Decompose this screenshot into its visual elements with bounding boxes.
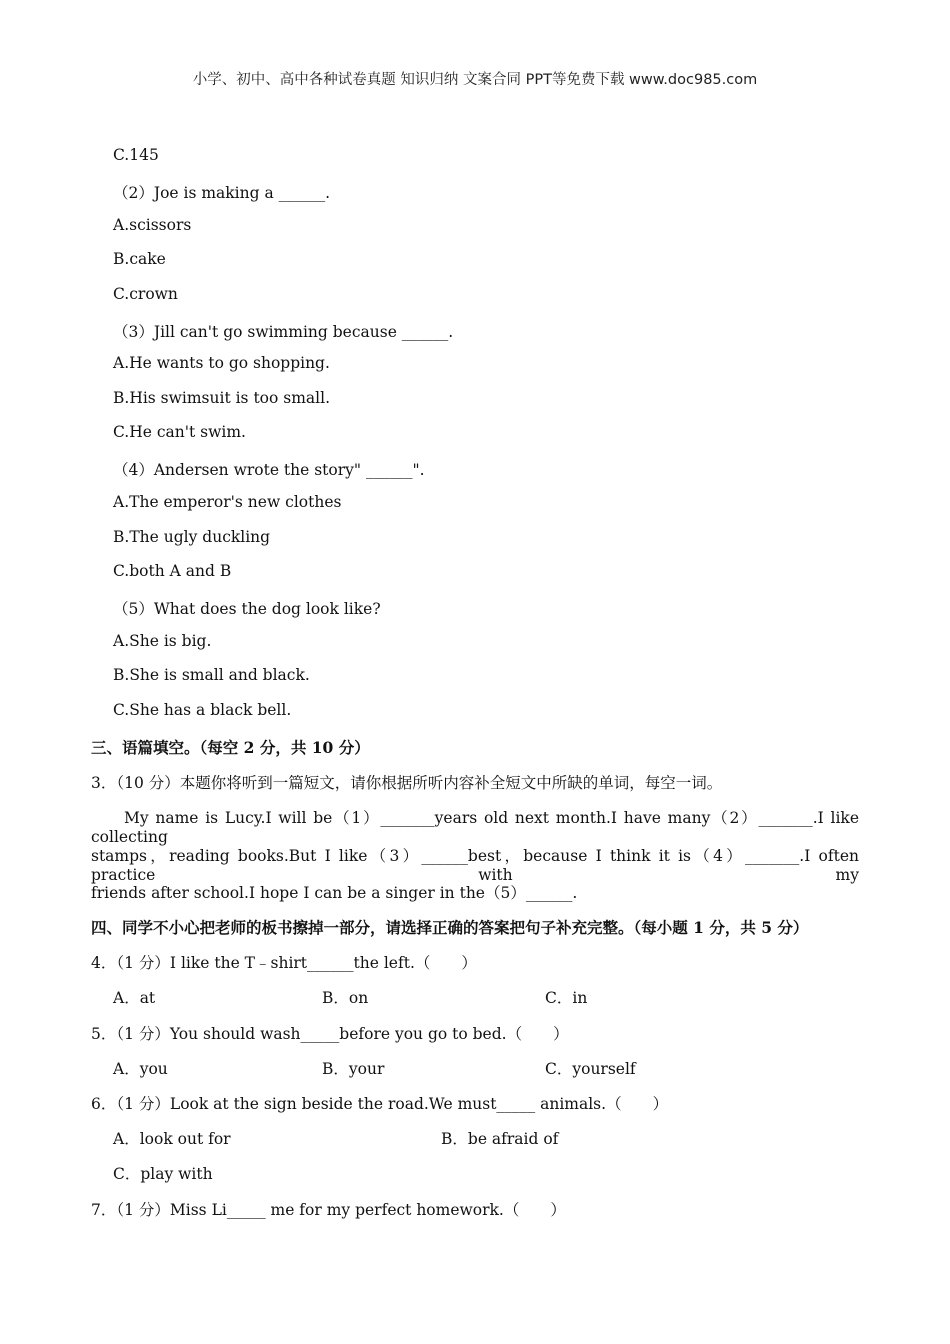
q2-sub3-option-a: A.He wants to go shopping. bbox=[113, 354, 330, 372]
q2-sub4-option-b: B.The ugly duckling bbox=[113, 528, 271, 546]
q6-option-a: A．look out for bbox=[113, 1130, 231, 1148]
q2-sub5-option-c: C.She has a black bell. bbox=[113, 701, 292, 719]
section3-title: 三、语篇填空。（每空 2 分，共 10 分） bbox=[91, 738, 370, 757]
q2-sub2-option-b: B.cake bbox=[113, 250, 166, 268]
q2-sub3-option-b: B.His swimsuit is too small. bbox=[113, 389, 330, 407]
q2-sub4-option-a: A.The emperor's new clothes bbox=[113, 493, 342, 511]
q2-sub5-option-a: A.She is big. bbox=[113, 632, 212, 650]
q4-stem: 4．（1 分）I like the T﹣shirt______the left.（ ） bbox=[91, 954, 477, 972]
q2-sub5-stem: （5）What does the dog look like? bbox=[113, 600, 381, 618]
q2-sub3-option-c: C.He can't swim. bbox=[113, 423, 246, 441]
q5-option-b: B．your bbox=[322, 1060, 385, 1078]
q5-stem: 5．（1 分）You should wash_____before you go to bed.（ ） bbox=[91, 1025, 569, 1043]
q2-sub3-stem: （3）Jill can't go swimming because ______. bbox=[113, 323, 454, 341]
q3-stem: 3．（10 分）本题你将听到一篇短文，请你根据所听内容补全短文中所缺的单词，每空一词。 bbox=[91, 774, 723, 792]
q2-sub5-option-b: B.She is small and black. bbox=[113, 666, 310, 684]
q2-sub2-stem: （2）Joe is making a ______. bbox=[113, 184, 331, 202]
section4-title: 四、同学不小心把老师的板书擦掉一部分，请选择正确的答案把句子补充完整。（每小题 1 分，共 5 分） bbox=[91, 918, 809, 937]
q5-option-a: A．you bbox=[113, 1060, 168, 1078]
q7-stem: 7．（1 分）Miss Li_____ me for my perfect homework.（ ） bbox=[91, 1201, 566, 1219]
q6-option-c: C．play with bbox=[113, 1165, 213, 1183]
q2-sub2-option-a: A.scissors bbox=[113, 216, 192, 234]
page-header: 小学、初中、高中各种试卷真题 知识归纳 文案合同 PPT等免费下载 www.doc985.com bbox=[192, 72, 758, 88]
q5-option-c: C．yourself bbox=[545, 1060, 636, 1078]
q3-passage-line-1: My name is Lucy.I will be（1）_______years old next month.I have many（2）_______.I like collecting bbox=[91, 809, 859, 846]
q2-sub4-option-c: C.both A and B bbox=[113, 562, 232, 580]
q6-option-b: B．be afraid of bbox=[441, 1130, 559, 1148]
q6-stem: 6．（1 分）Look at the sign beside the road.We must_____ animals.（ ） bbox=[91, 1095, 669, 1113]
q4-option-a: A．at bbox=[113, 989, 156, 1007]
q4-option-b: B．on bbox=[322, 989, 369, 1007]
q4-option-c: C．in bbox=[545, 989, 588, 1007]
q1-option-c: C.145 bbox=[113, 146, 159, 164]
q3-passage-line-2: stamps，reading books.But I like（3）______best，because I think it is（4）_______.I often practice with my bbox=[91, 847, 859, 884]
q2-sub4-stem: （4）Andersen wrote the story" ______". bbox=[113, 461, 425, 479]
q2-sub2-option-c: C.crown bbox=[113, 285, 178, 303]
q3-passage-line-3: friends after school.I hope I can be a singer in the（5）______. bbox=[91, 884, 578, 902]
